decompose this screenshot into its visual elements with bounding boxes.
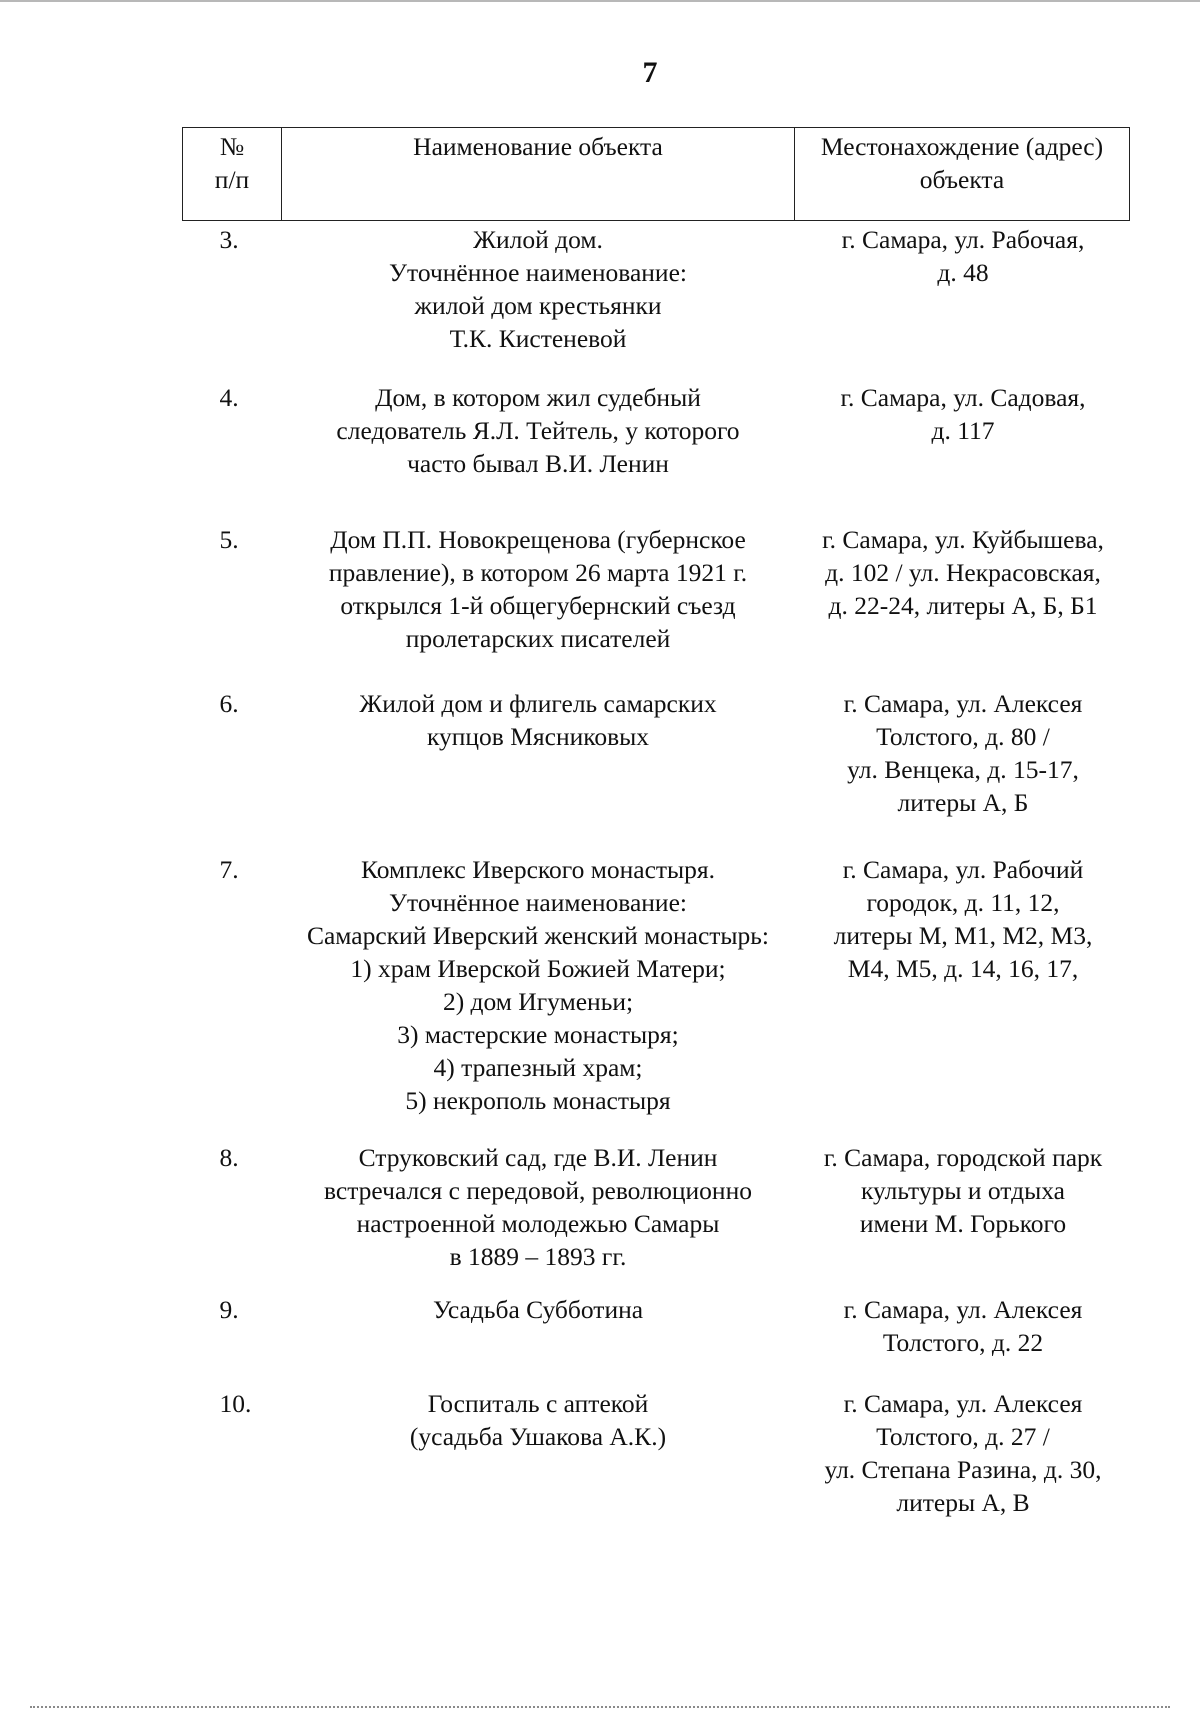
object-address-line: г. Самара, городской парк: [823, 1143, 1103, 1172]
table-row: [183, 819, 1130, 1117]
object-name-cell: [282, 480, 795, 655]
object-name-line: 4) трапезный храм;: [433, 1053, 643, 1082]
object-name-line: правление), в котором 26 марта 1921 г.: [328, 558, 748, 587]
object-name-line: 3) мастерские монастыря;: [397, 1020, 679, 1049]
object-name-line: открылся 1-й общегубернский съезд: [340, 591, 736, 620]
header-address-line2: объекта: [919, 165, 1005, 194]
objects-table: [182, 127, 1130, 1519]
header-num: [183, 128, 282, 221]
object-address-line: М4, М5, д. 14, 16, 17,: [847, 954, 1079, 983]
row-number: 6.: [219, 689, 239, 718]
table-row: [183, 221, 1130, 356]
object-address-cell: [795, 1359, 1130, 1519]
object-name-line: Струковский сад, где В.И. Ленин: [358, 1143, 718, 1172]
table-row: [183, 655, 1130, 819]
object-address-cell: [795, 1273, 1130, 1359]
table-row: [183, 1359, 1130, 1519]
object-name-line: настроенной молодежью Самары: [356, 1209, 720, 1238]
object-name-line: Жилой дом.: [473, 225, 603, 254]
object-name-line: часто бывал В.И. Ленин: [407, 449, 669, 478]
object-address-cell: [795, 221, 1130, 356]
table-row: [183, 480, 1130, 655]
object-name-cell: [282, 655, 795, 819]
object-address-line: г. Самара, ул. Алексея: [843, 689, 1083, 718]
object-address-line: г. Самара, ул. Садовая,: [840, 383, 1086, 412]
header-address-line1: Местонахождение (адрес): [820, 132, 1104, 161]
object-address-line: ул. Степана Разина, д. 30,: [824, 1455, 1102, 1484]
object-address-line: д. 48: [937, 258, 989, 287]
header-num-line2: п/п: [214, 165, 250, 194]
object-address-cell: [795, 355, 1130, 480]
row-number: 7.: [219, 855, 239, 884]
object-name-line: 5) некрополь монастыря: [405, 1086, 671, 1115]
object-address-line: г. Самара, ул. Алексея: [843, 1389, 1083, 1418]
object-name-line: Жилой дом и флигель самарских: [359, 689, 717, 718]
table-header: [183, 128, 1130, 221]
object-address-line: г. Самара, ул. Рабочий: [842, 855, 1084, 884]
header-address: [795, 128, 1130, 221]
object-name-line: Уточнённое наименование:: [389, 888, 687, 917]
object-name-line: Самарский Иверский женский монастырь:: [306, 921, 769, 950]
object-name-line: Госпиталь с аптекой: [427, 1389, 649, 1418]
table-row: [183, 355, 1130, 480]
object-address-line: г. Самара, ул. Рабочая,: [841, 225, 1085, 254]
object-name-cell: [282, 221, 795, 356]
object-address-line: литеры А, В: [896, 1488, 1030, 1517]
header-num-line1: №: [219, 132, 245, 161]
top-border-line: [0, 0, 1200, 2]
object-name-line: Т.К. Кистеневой: [449, 324, 627, 353]
object-address-cell: [795, 1117, 1130, 1273]
object-name-cell: [282, 1359, 795, 1519]
object-name-line: Усадьба Субботина: [432, 1295, 644, 1324]
row-number: 5.: [219, 525, 239, 554]
object-address-line: д. 102 / ул. Некрасовская,: [825, 558, 1101, 587]
header-name: [282, 128, 795, 221]
table-row: [183, 1117, 1130, 1273]
object-address-line: литеры М, М1, М2, М3,: [833, 921, 1093, 950]
row-number: 10.: [219, 1389, 252, 1418]
page-number: 7: [642, 56, 658, 89]
row-number: 9.: [219, 1295, 239, 1324]
object-name-line: Уточнённое наименование:: [389, 258, 687, 287]
object-name-line: Комплекс Иверского монастыря.: [360, 855, 716, 884]
row-number: 3.: [219, 225, 239, 254]
object-address-line: д. 117: [931, 416, 995, 445]
object-name-cell: [282, 819, 795, 1117]
object-address-line: Толстого, д. 22: [882, 1328, 1044, 1357]
object-name-cell: [282, 355, 795, 480]
bottom-border-line: [30, 1706, 1170, 1708]
object-name-line: 2) дом Игуменьи;: [442, 987, 634, 1016]
object-name-cell: [282, 1117, 795, 1273]
object-name-line: следователь Я.Л. Тейтель, у которого: [336, 416, 740, 445]
object-name-line: 1) храм Иверской Божией Матери;: [350, 954, 726, 983]
object-name-line: Дом П.П. Новокрещенова (губернское: [330, 525, 746, 554]
object-address-line: д. 22-24, литеры А, Б, Б1: [828, 591, 1098, 620]
object-address-line: литеры А, Б: [897, 788, 1029, 817]
object-address-line: культуры и отдыха: [861, 1176, 1065, 1205]
object-address-cell: [795, 480, 1130, 655]
object-name-line: встречался с передовой, революционно: [324, 1176, 752, 1205]
header-row: [183, 128, 1130, 221]
object-name-line: купцов Мясниковых: [426, 722, 650, 751]
row-number: 8.: [219, 1143, 239, 1172]
object-name-line: (усадьба Ушакова А.К.): [409, 1422, 667, 1451]
object-address-line: имени М. Горького: [859, 1209, 1067, 1238]
table-row: [183, 1273, 1130, 1359]
object-address-cell: [795, 819, 1130, 1117]
object-name-line: пролетарских писателей: [405, 624, 671, 653]
object-address-line: г. Самара, ул. Алексея: [843, 1295, 1083, 1324]
object-address-line: г. Самара, ул. Куйбышева,: [822, 525, 1104, 554]
row-number: 4.: [219, 383, 239, 412]
object-address-line: городок, д. 11, 12,: [866, 888, 1060, 917]
object-address-line: ул. Венцека, д. 15-17,: [847, 755, 1079, 784]
header-name-text: Наименование объекта: [413, 132, 663, 161]
object-name-line: в 1889 – 1893 гг.: [449, 1242, 627, 1271]
object-address-line: Толстого, д. 80 /: [876, 722, 1050, 751]
object-address-line: Толстого, д. 27 /: [876, 1422, 1050, 1451]
object-name-line: Дом, в котором жил судебный: [375, 383, 701, 412]
object-address-cell: [795, 655, 1130, 819]
object-name-cell: [282, 1273, 795, 1359]
object-name-line: жилой дом крестьянки: [414, 291, 662, 320]
table-body: [183, 221, 1130, 1520]
